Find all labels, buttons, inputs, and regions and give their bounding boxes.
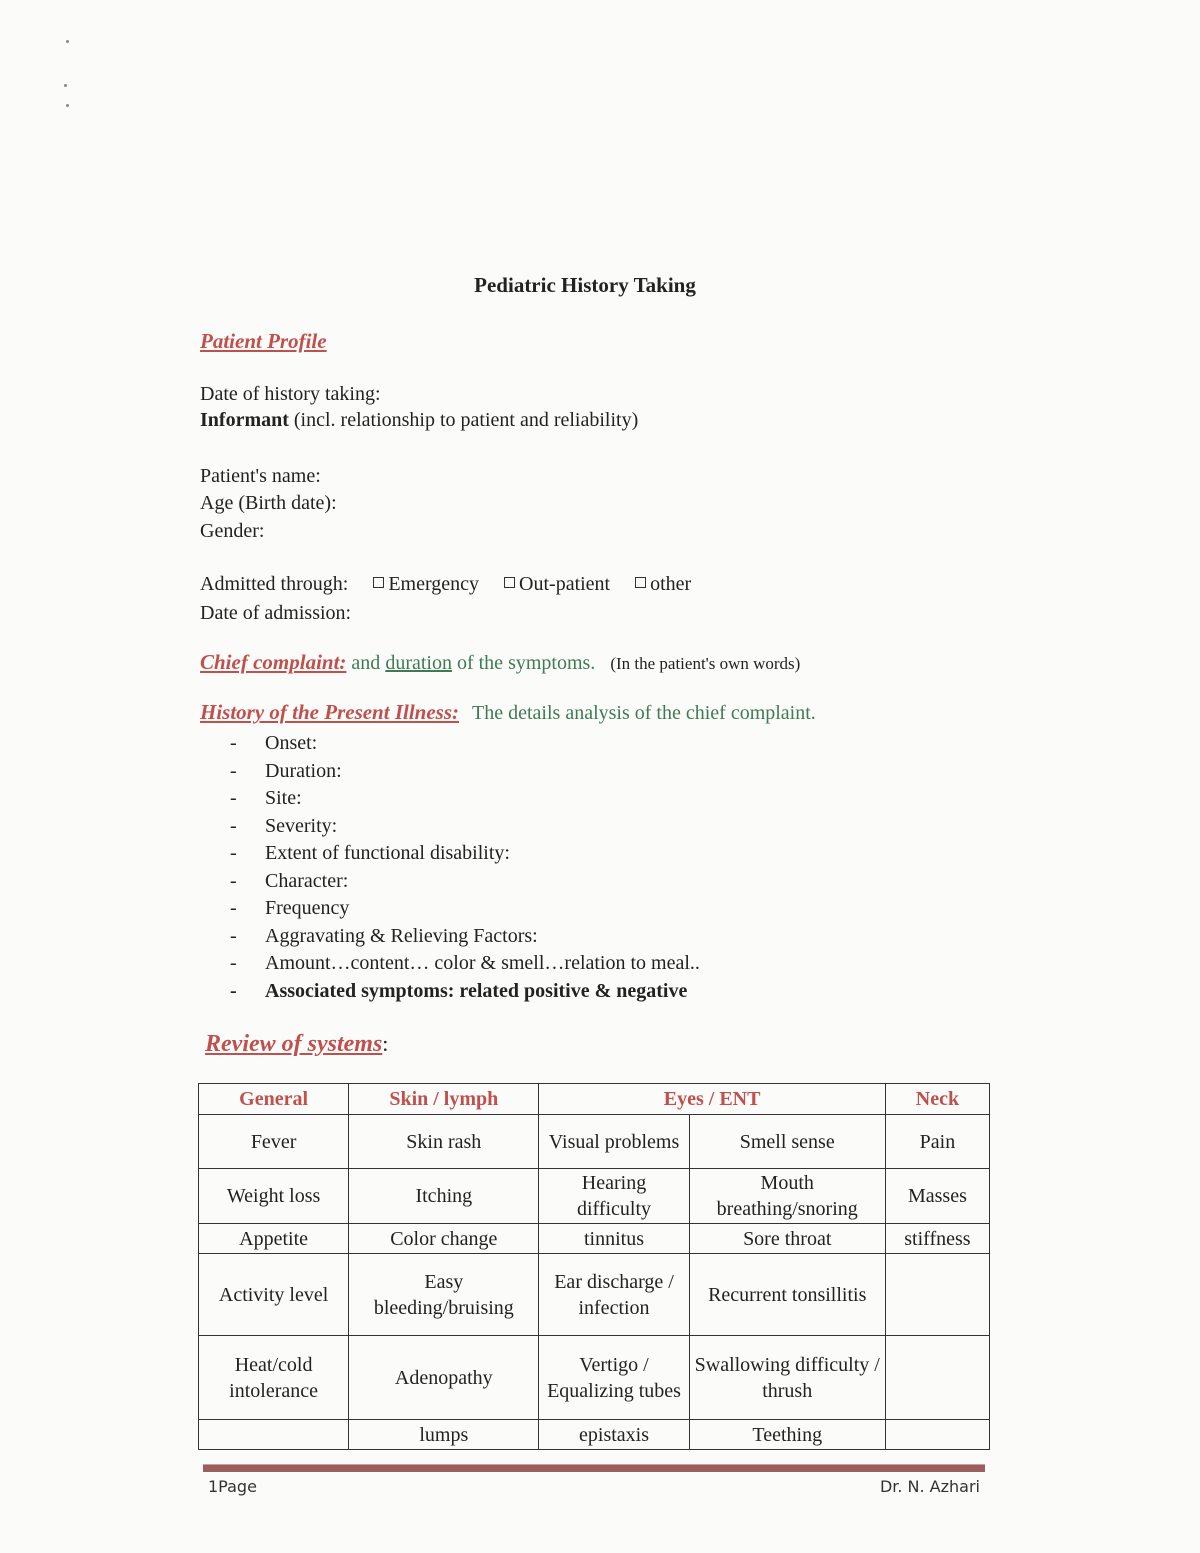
ros-heading-line [205, 1031, 388, 1058]
gender-label: Gender: [200, 520, 265, 542]
emergency-option: Emergency [388, 573, 480, 595]
page-title: Pediatric History Taking [474, 273, 696, 297]
table-row [199, 1115, 990, 1169]
table-cell: Itching [349, 1169, 539, 1224]
other-option: other [650, 573, 692, 595]
table-cell: stiffness [885, 1224, 989, 1254]
footer-rule [203, 1464, 985, 1472]
informant-label: Informant [200, 409, 289, 431]
table-cell: Swallowing difficulty / thrush [689, 1336, 885, 1420]
chief-complaint-duration: duration [385, 652, 452, 674]
list-item: - Severity: [230, 814, 338, 837]
chief-complaint-post: of the symptoms. [451, 652, 596, 674]
review-of-systems-table [198, 1083, 990, 1450]
admitted-through-line [200, 573, 691, 596]
list-item: - Character: [230, 869, 349, 892]
ros-heading: Review of systems [205, 1031, 383, 1057]
table-cell: lumps [349, 1420, 539, 1450]
outpatient-option: Out-patient [519, 573, 611, 595]
admitted-through-label: Admitted through: [200, 573, 349, 595]
table-row [199, 1254, 990, 1336]
table-cell: Color change [349, 1224, 539, 1254]
table-cell: Weight loss [199, 1169, 349, 1224]
header-skin-lymph: Skin / lymph [349, 1084, 539, 1115]
list-item: - Site: [230, 787, 302, 809]
other-checkbox[interactable] [635, 577, 646, 588]
list-item: - Amount…content… color & smell…relation to meal.. [230, 952, 700, 974]
table-row [199, 1420, 990, 1450]
table-cell: Appetite [199, 1224, 349, 1254]
header-general: General [199, 1084, 349, 1115]
table-cell: Visual problems [539, 1115, 689, 1169]
ros-heading-colon: : [382, 1031, 389, 1056]
footer-author: Dr. N. Azhari [879, 1477, 980, 1496]
list-item: - Extent of functional disability: [230, 842, 510, 864]
table-cell [885, 1336, 989, 1420]
chief-complaint-line [200, 650, 800, 675]
age-label: Age (Birth date): [200, 492, 337, 514]
header-eyes-ent: Eyes / ENT [539, 1084, 885, 1115]
table-cell: Easy bleeding/bruising [349, 1254, 539, 1336]
table-cell: Pain [885, 1115, 989, 1169]
table-cell: Skin rash [349, 1115, 539, 1169]
table-cell: tinnitus [539, 1224, 689, 1254]
list-item: - Aggravating & Relieving Factors: [230, 924, 538, 947]
hpi-heading: History of the Present Illness: [200, 700, 460, 724]
table-cell: Masses [885, 1169, 989, 1224]
table-cell: Teething [689, 1420, 885, 1450]
table-cell: Smell sense [689, 1115, 885, 1169]
table-row [199, 1336, 990, 1420]
patient-profile-heading: Patient Profile [200, 329, 327, 353]
table-cell: epistaxis [539, 1420, 689, 1450]
header-neck: Neck [885, 1084, 989, 1115]
list-item: - Frequency [230, 897, 350, 919]
informant-line [200, 409, 638, 432]
list-item: - Associated symptoms: related positive & negative [230, 979, 688, 1002]
scan-specks [60, 38, 74, 118]
chief-complaint-note: (In the patient's own words) [610, 654, 801, 673]
table-cell: Hearing difficulty [539, 1169, 689, 1224]
hpi-line [200, 700, 816, 725]
admission-date-label: Date of admission: [200, 602, 352, 624]
table-row [199, 1224, 990, 1254]
table-cell: Activity level [199, 1254, 349, 1336]
table-cell: Ear discharge / infection [539, 1254, 689, 1336]
hpi-list [230, 730, 700, 1005]
table-header-row [199, 1084, 990, 1115]
table-cell: Sore throat [689, 1224, 885, 1254]
table-cell [885, 1254, 989, 1336]
table-cell [199, 1420, 349, 1450]
list-item: - Duration: [230, 759, 342, 782]
emergency-checkbox[interactable] [373, 577, 384, 588]
table-cell: Heat/cold intolerance [199, 1336, 349, 1420]
footer-page-number: 1Page [208, 1477, 257, 1496]
patient-name-label: Patient's name: [200, 465, 321, 487]
hpi-description: The details analysis of the chief complaint. [472, 702, 816, 724]
table-cell: Mouth breathing/snoring [689, 1169, 885, 1224]
list-item: - Onset: [230, 732, 318, 754]
table-cell: Recurrent tonsillitis [689, 1254, 885, 1336]
table-row [199, 1169, 990, 1224]
table-cell: Fever [199, 1115, 349, 1169]
date-of-history-label: Date of history taking: [200, 383, 381, 405]
informant-detail: (incl. relationship to patient and reliability) [288, 409, 639, 431]
chief-complaint-heading: Chief complaint: [200, 650, 347, 674]
chief-complaint-pre: and [346, 652, 386, 674]
table-cell: Adenopathy [349, 1336, 539, 1420]
table-cell [885, 1420, 989, 1450]
table-cell: Vertigo / Equalizing tubes [539, 1336, 689, 1420]
outpatient-checkbox[interactable] [504, 577, 515, 588]
